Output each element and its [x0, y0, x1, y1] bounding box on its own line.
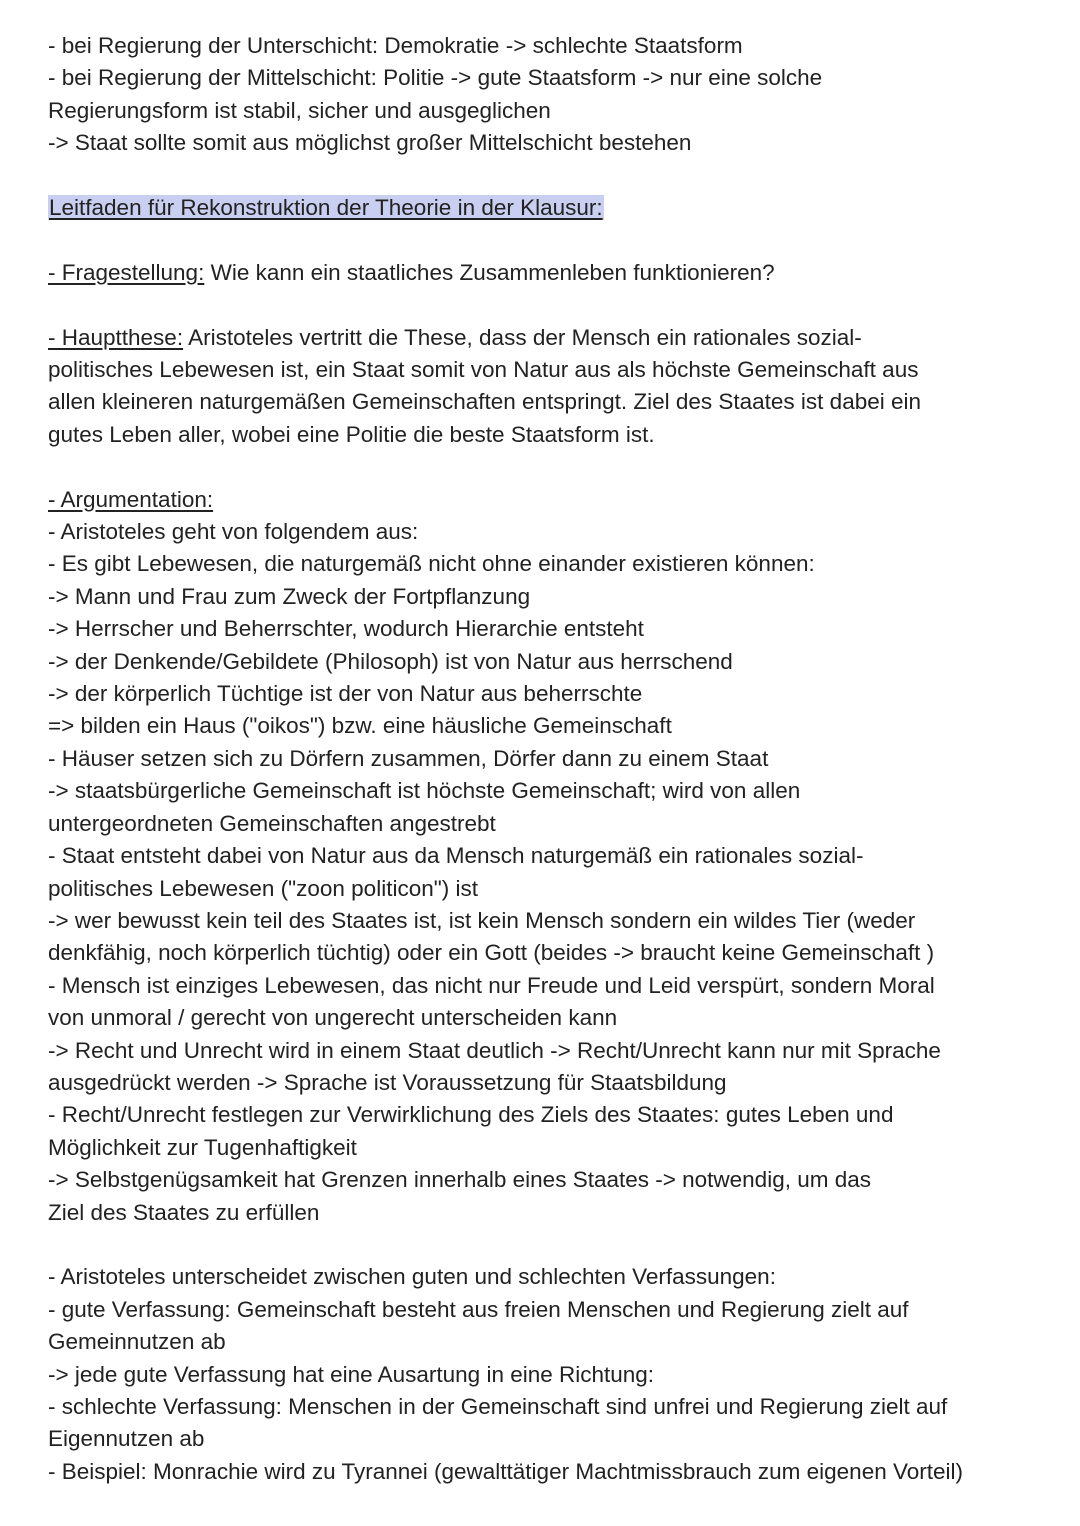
- text-line: - Aristoteles geht von folgendem aus:: [48, 519, 419, 545]
- text-line: => bilden ein Haus ("oikos") bzw. eine häusliche Gemeinschaft: [48, 713, 672, 739]
- text-line: Gemeinnutzen ab: [48, 1329, 226, 1355]
- thesis-label: - Hauptthese:: [48, 324, 184, 350]
- text-line: -> Staat sollte somit aus möglichst großer Mittelschicht bestehen: [48, 130, 692, 156]
- text-line: Möglichkeit zur Tugenhaftigkeit: [48, 1134, 357, 1160]
- text-line: ausgedrückt werden -> Sprache ist Voraussetzung für Staatsbildung: [48, 1069, 727, 1095]
- text-line: - Es gibt Lebewesen, die naturgemäß nicht ohne einander existieren können:: [48, 551, 815, 577]
- text-line: - schlechte Verfassung: Menschen in der Gemeinschaft sind unfrei und Regierung zielt auf: [48, 1393, 948, 1419]
- text-line: -> jede gute Verfassung hat eine Ausartung in eine Richtung:: [48, 1361, 655, 1387]
- thesis-section: [48, 322, 1040, 452]
- question-text: Wie kann ein staatliches Zusammenleben funktionieren?: [204, 259, 775, 285]
- text-line: - Häuser setzen sich zu Dörfern zusammen, Dörfer dann zu einem Staat: [48, 745, 769, 771]
- text-line: denkfähig, noch körperlich tüchtig) oder ein Gott (beides -> braucht keine Gemeinschaft ): [48, 940, 935, 966]
- section-heading: [48, 192, 1040, 224]
- text-line: - bei Regierung der Mittelschicht: Politie -> gute Staatsform -> nur eine solche: [48, 65, 823, 91]
- thesis-first-line: [48, 322, 1040, 354]
- text-line: - Recht/Unrecht festlegen zur Verwirklichung des Ziels des Staates: gutes Leben und: [48, 1102, 894, 1128]
- text-line: allen kleineren naturgemäßen Gemeinschaften entspringt. Ziel des Staates ist dabei ein: [48, 389, 922, 415]
- text-line: politisches Lebewesen ("zoon politicon") ist: [48, 875, 478, 901]
- text-line: - bei Regierung der Unterschicht: Demokratie -> schlechte Staatsform: [48, 33, 743, 58]
- text-line: -> Herrscher und Beherrschter, wodurch Hierarchie entsteht: [48, 616, 644, 642]
- text-line: Ziel des Staates zu erfüllen: [48, 1199, 320, 1225]
- constitutions-section: [48, 1261, 1040, 1488]
- highlighted-heading-text: Leitfaden für Rekonstruktion der Theorie in der Klausur:: [49, 195, 603, 221]
- argumentation-label: - Argumentation:: [48, 486, 214, 512]
- text-line: untergeordneten Gemeinschaften angestrebt: [48, 810, 496, 836]
- text-line: -> Mann und Frau zum Zweck der Fortpflanzung: [48, 583, 531, 609]
- text-line: - gute Verfassung: Gemeinschaft besteht aus freien Menschen und Regierung zielt auf: [48, 1296, 909, 1322]
- argumentation-section: [48, 484, 1040, 1229]
- question-line: [48, 257, 1040, 289]
- thesis-text: Aristoteles vertritt die These, dass der Mensch ein rationales sozial-: [183, 324, 862, 350]
- text-line: Eigennutzen ab: [48, 1426, 205, 1452]
- text-line: gutes Leben aller, wobei eine Politie die beste Staatsform ist.: [48, 421, 655, 447]
- text-line: -> der Denkende/Gebildete (Philosoph) ist von Natur aus herrschend: [48, 648, 733, 674]
- text-line: politisches Lebewesen ist, ein Staat somit von Natur aus als höchste Gemeinschaft aus: [48, 357, 919, 383]
- text-line: Regierungsform ist stabil, sicher und ausgeglichen: [48, 97, 551, 123]
- text-line: - Beispiel: Monrachie wird zu Tyrannei (gewalttätiger Machtmissbrauch zum eigenen Vorteil): [48, 1458, 963, 1484]
- text-line: -> wer bewusst kein teil des Staates ist, ist kein Mensch sondern ein wildes Tier (weder: [48, 907, 916, 933]
- intro-section: [48, 30, 1040, 160]
- text-line: - Mensch ist einziges Lebewesen, das nicht nur Freude und Leid verspürt, sondern Moral: [48, 972, 935, 998]
- text-line: von unmoral / gerecht von ungerecht unterscheiden kann: [48, 1005, 618, 1031]
- text-line: - Staat entsteht dabei von Natur aus da Mensch naturgemäß ein rationales sozial-: [48, 843, 864, 869]
- text-line: -> Selbstgenügsamkeit hat Grenzen innerhalb eines Staates -> notwendig, um das: [48, 1167, 871, 1193]
- argumentation-label-line: [48, 484, 1040, 516]
- text-line: -> staatsbürgerliche Gemeinschaft ist höchste Gemeinschaft; wird von allen: [48, 778, 801, 804]
- text-line: -> Recht und Unrecht wird in einem Staat deutlich -> Recht/Unrecht kann nur mit Sprache: [48, 1037, 941, 1063]
- question-label: - Fragestellung:: [48, 259, 205, 285]
- text-line: - Aristoteles unterscheidet zwischen guten und schlechten Verfassungen:: [48, 1264, 776, 1290]
- text-line: -> der körperlich Tüchtige ist der von Natur aus beherrschte: [48, 681, 643, 707]
